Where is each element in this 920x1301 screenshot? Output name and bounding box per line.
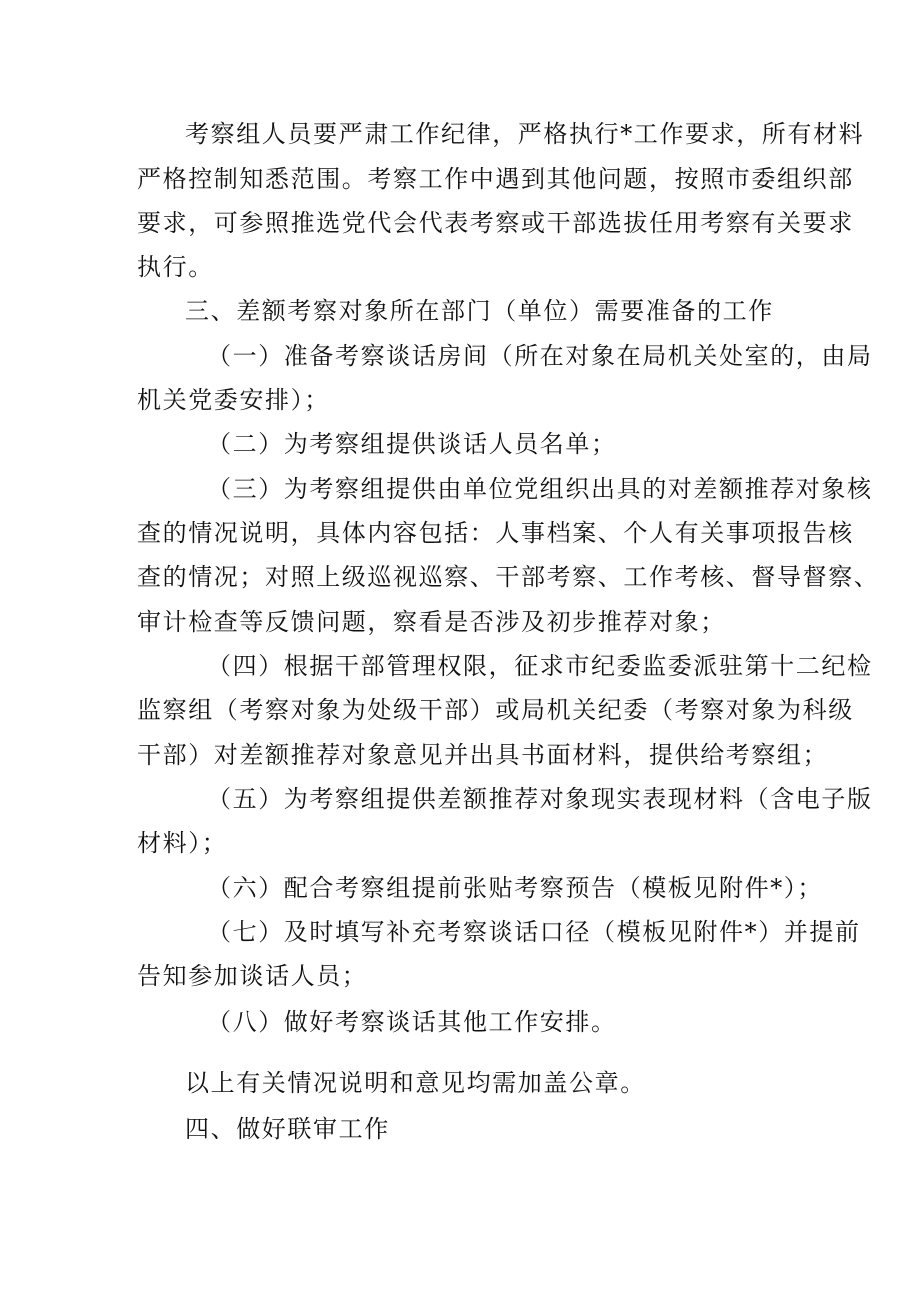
text-line: 机关党委安排）； — [137, 386, 330, 414]
text-line: 以上有关情况说明和意见均需加盖公章。 — [185, 1069, 646, 1097]
text-line: 查的情况；对照上级巡视巡察、干部考察、工作考核、督导督察、 — [137, 563, 880, 591]
text-line: 告知参加谈话人员； — [137, 962, 368, 990]
list-item: （三）为考察组提供由单位党组织出具的对差额推荐对象核 — [207, 475, 873, 503]
section-heading: 三、差额考察对象所在部门（单位）需要准备的工作 — [185, 297, 774, 325]
list-item: （二）为考察组提供谈话人员名单； — [207, 430, 617, 458]
list-item: （八）做好考察谈话其他工作安排。 — [207, 1008, 617, 1036]
list-item: （六）配合考察组提前张贴考察预告（模板见附件*）； — [207, 874, 823, 902]
text-line: 查的情况说明，具体内容包括：人事档案、个人有关事项报告核 — [137, 519, 854, 547]
text-line: 严格控制知悉范围。考察工作中遇到其他问题，按照市委组织部 — [137, 165, 854, 193]
text-line: 审计检查等反馈问题，察看是否涉及初步推荐对象； — [137, 608, 726, 636]
list-item: （四）根据干部管理权限，征求市纪委监委派驻第十二纪检 — [207, 652, 873, 680]
section-heading: 四、做好联审工作 — [185, 1115, 390, 1143]
text-line: 执行。 — [137, 253, 214, 281]
list-item: （一）准备考察谈话房间（所在对象在局机关处室的，由局 — [207, 342, 873, 370]
list-item: （五）为考察组提供差额推荐对象现实表现材料（含电子版 — [207, 785, 873, 813]
text-line: 干部）对差额推荐对象意见并出具书面材料，提供给考察组； — [137, 741, 829, 769]
text-line: 监察组（考察对象为处级干部）或局机关纪委（考察对象为科级 — [137, 696, 854, 724]
text-line: 材料）； — [137, 829, 228, 857]
text-line: 考察组人员要严肃工作纪律，严格执行*工作要求，所有材料 — [185, 120, 865, 148]
text-line: 要求，可参照推选党代会代表考察或干部选拔任用考察有关要求 — [137, 209, 854, 237]
list-item: （七）及时填写补充考察谈话口径（模板见附件*）并提前 — [207, 918, 861, 946]
